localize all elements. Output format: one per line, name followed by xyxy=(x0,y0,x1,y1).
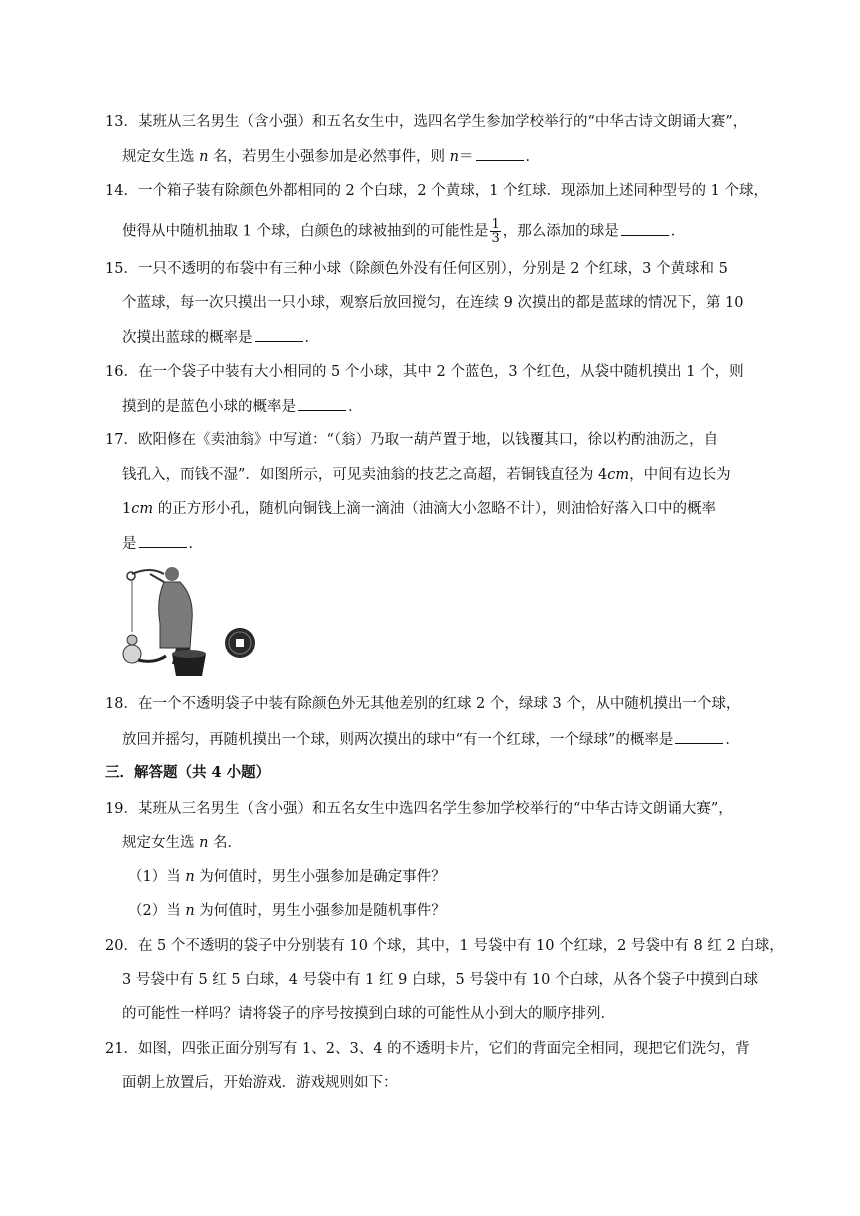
q19-sub2 xyxy=(128,901,446,921)
text: 名． xyxy=(208,835,243,851)
text: 3 号袋中有 5 红 5 白球，4 号袋中有 1 红 9 白球，5 号袋中有 10 个白球，从各个袋子中摸到白球 xyxy=(122,972,758,988)
unit-cm: cm xyxy=(131,501,154,517)
text: ，那么添加的球是 xyxy=(502,223,619,240)
text: 15．一只不透明的布袋中有三种小球（除颜色外没有任何区别），分别是 2 个红球，3 个黄球和 5 xyxy=(105,261,728,277)
frac-num: 1 xyxy=(491,217,500,232)
text: 21．如图，四张正面分别写有 1、2、3、4 的不透明卡片，它们的背面完全相同，现把它们洗匀，背 xyxy=(105,1041,750,1057)
q13-line2 xyxy=(122,146,540,167)
text: 规定女生选 xyxy=(122,835,200,851)
text: 19．某班从三名男生（含小强）和五名女生中选四名学生参加学校举行的“中华古诗文朗诵大赛”， xyxy=(105,801,733,817)
text: ． xyxy=(725,732,740,748)
answer-blank xyxy=(298,396,346,411)
q14-line1 xyxy=(105,181,768,201)
text: 规定女生选 xyxy=(122,149,200,165)
q19-line1 xyxy=(105,799,733,819)
section-heading: 三．解答题（共 4 小题） xyxy=(105,764,271,781)
text: ． xyxy=(304,330,319,346)
text: （1）当 xyxy=(128,869,186,885)
q17-line1 xyxy=(105,430,718,450)
var-n: n xyxy=(199,835,209,851)
q20-line1 xyxy=(105,936,784,956)
answer-blank xyxy=(139,533,187,548)
text: ． xyxy=(348,399,363,415)
frac-den: 3 xyxy=(491,231,500,246)
answer-blank xyxy=(621,221,669,236)
text: 14．一个箱子装有除颜色外都相同的 2 个白球，2 个黄球，1 个红球．现添加上述同种型号的 1 个球， xyxy=(105,183,769,199)
text: 钱孔入，而钱不湿”．如图所示，可见卖油翁的技艺之高超，若铜钱直径为 4 xyxy=(122,467,608,483)
q19-line2 xyxy=(122,833,242,853)
text: 20．在 5 个不透明的袋子中分别装有 10 个球，其中，1 号袋中有 10 个红球，2 号袋中有 8 红 2 白球， xyxy=(105,938,784,954)
unit-cm: cm xyxy=(607,467,630,483)
text: 1 xyxy=(122,501,132,517)
q18-line2 xyxy=(122,729,740,750)
text: ． xyxy=(670,223,686,240)
text: 16．在一个袋子中装有大小相同的 5 个小球，其中 2 个蓝色，3 个红色，从袋中随机摸出 1 个，则 xyxy=(105,364,744,380)
q21-line2 xyxy=(122,1073,398,1093)
q14-line2 xyxy=(122,218,685,245)
text: 的正方形小孔，随机向铜钱上滴一滴油（油滴大小忽略不计），则油恰好落入口中的概率 xyxy=(153,501,716,517)
text: 个蓝球，每一次只摸出一只小球，观察后放回搅匀，在连续 9 次摸出的都是蓝球的情况下，第 10 xyxy=(122,295,744,311)
text: 放回并摇匀，再随机摸出一个球，则两次摸出的球中“有一个红球，一个绿球”的概率是 xyxy=(122,732,674,748)
text: 13．某班从三名男生（含小强）和五名女生中，选四名学生参加学校举行的“中华古诗文朗诵大赛”， xyxy=(105,114,748,130)
var-n: n xyxy=(185,903,195,919)
q16-line1 xyxy=(105,362,744,382)
q15-line1 xyxy=(105,259,728,279)
answer-blank xyxy=(255,327,303,342)
text: ＝ xyxy=(459,149,474,165)
text: （2）当 xyxy=(128,903,186,919)
text: ． xyxy=(188,536,203,552)
q19-sub1 xyxy=(128,867,446,887)
text: 是 xyxy=(122,536,137,552)
q21-line1 xyxy=(105,1039,750,1059)
q20-line3 xyxy=(122,1004,615,1024)
text: 名，若男生小强参加是必然事件，则 xyxy=(208,149,450,165)
q15-line2 xyxy=(122,293,744,313)
var-n: n xyxy=(185,869,195,885)
var-n: n xyxy=(449,149,460,165)
text: 17．欧阳修在《卖油翁》中写道：“（翁）乃取一葫芦置于地，以钱覆其口，徐以杓酌油沥之，自 xyxy=(105,432,719,448)
text: ． xyxy=(525,149,541,165)
q17-line3 xyxy=(122,499,716,519)
q13-line1 xyxy=(105,112,747,132)
text: 为何值时，男生小强参加是确定事件？ xyxy=(194,869,446,885)
oil-seller-illustration xyxy=(120,560,270,678)
answer-blank xyxy=(675,729,723,744)
text: 使得从中随机抽取 1 个球，白颜色的球被抽到的可能性是 xyxy=(122,223,489,240)
q17-line2 xyxy=(122,465,731,485)
text: 摸到的是蓝色小球的概率是 xyxy=(122,399,296,415)
q16-line2 xyxy=(122,396,363,417)
text: 面朝上放置后，开始游戏．游戏规则如下： xyxy=(122,1075,398,1091)
var-n: n xyxy=(199,149,209,165)
text: 的可能性一样吗？请将袋子的序号按摸到白球的可能性从小到大的顺序排列． xyxy=(122,1006,615,1022)
q15-line3 xyxy=(122,327,319,348)
q17-line4 xyxy=(122,533,203,554)
q20-line2 xyxy=(122,970,758,990)
text: ，中间有边长为 xyxy=(629,467,731,483)
text: 18．在一个不透明袋子中装有除颜色外无其他差别的红球 2 个，绿球 3 个，从中随机摸出一个球， xyxy=(105,696,741,712)
q18-line1 xyxy=(105,694,740,714)
text: 次摸出蓝球的概率是 xyxy=(122,330,253,346)
answer-blank xyxy=(476,146,524,161)
fraction xyxy=(490,218,500,245)
text: 为何值时，男生小强参加是随机事件？ xyxy=(194,903,446,919)
